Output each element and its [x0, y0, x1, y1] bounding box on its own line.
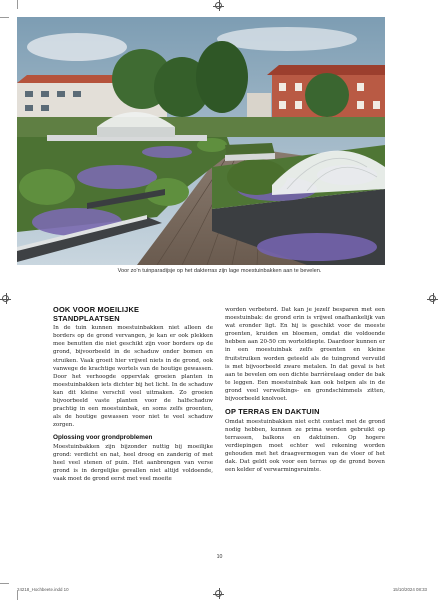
print-slug-date: 15/10/2024 08:33: [392, 587, 427, 592]
photo-illustration: [17, 17, 385, 265]
crop-mark: [0, 17, 9, 18]
body-paragraph: Moestuinbakken zijn bijzonder nuttig bij moeilijke grond: verdicht en nat, heel droog en zanderig of met heel veel stenen of puin. Het aanbrengen van verse grond is in dergelijke gevallen niet altijd voldoende, vaak moet de grond eerst met veel moeite: [53, 443, 213, 482]
text-column-right: [225, 306, 385, 474]
subheading: Oplossing voor grondproblemen: [53, 434, 153, 442]
section-heading: OP TERRAS EN DAKTUIN: [225, 407, 320, 417]
crop-mark: [17, 0, 18, 9]
heading-line: OOK VOOR MOEILIJKE: [53, 305, 140, 314]
photo-caption: Voor zo'n tuinparadijsje op het dakterras zijn lage moestuinbakken aan te bevelen.: [117, 268, 322, 274]
body-paragraph: Omdat moestuinbakken niet echt contact met de grond nodig hebben, kunnen ze prima worden gebruikt op terrassen, balkons en daktuinen. Op hogere verdiepingen moet echter wel rekening worden gehouden met het draagvermogen van de vloer of het dak. Dat geldt ook voor een terras op de grond boven een kelder of verwarmingsruimte.: [225, 418, 385, 474]
registration-mark-icon: [215, 2, 222, 9]
registration-mark-icon: [215, 590, 222, 597]
body-paragraph: worden verbeterd. Dat kan je jezelf besparen met een moestuinbak: de grond erin is vrijwel onafhankelijk van wat eronder ligt. En hij is geschikt voor de meeste groenten, kruiden en bloemen, omdat die voldoende hebben aan 20-50 cm worteldiepte. Daardoor kunnen er in een moestuinbak zelfs groenten en kleine fruitstruiken worden geteeld als de tuingrond vervuild is met bijvoorbeeld zware metalen. In dat geval is het aan te bevelen om een dichte barrièrelaag onder de bak te leggen. Een moestuinbak kan ook helpen als in de grond veel verwelkings- en grondschimmels zitten, bijvoorbeeld knolvoet.: [225, 307, 385, 403]
section-heading: [53, 306, 213, 323]
registration-mark-icon: [2, 295, 9, 302]
body-paragraph: In de tuin kunnen moestuinbakken niet alleen de borders op de grond vervangen, je kan er ook plekken mee benutten die niet geschikt zijn voor borders op de grond, bijvoorbeeld in de schaduw onder bomen en struiken. Vaak groeit hier vrijwel niets in de grond, ook vanwege de krachtige wortels van de houtige gewassen. Door het verhoogde oppervlak groeien planten in moestuinbakken iets dichter bij het licht. In de schaduw kan dit kleine verschil veel uitmaken. Zo groeien bijvoorbeeld vaste planten voor de halfschaduw prachtig in een moestuinbak, en soms zelfs groenten, als de houtige gewassen voor niet te veel schaduw zorgen.: [53, 325, 213, 429]
print-slug-file: 24218_Hochbeete.indd 10: [17, 587, 69, 592]
registration-mark-icon: [429, 295, 436, 302]
crop-mark: [17, 591, 18, 600]
page-number: 10: [216, 554, 223, 560]
heading-line: STANDPLAATSEN: [53, 313, 120, 323]
text-column-left: [53, 306, 213, 483]
crop-mark: [0, 583, 9, 584]
rooftop-garden-photo: [17, 17, 385, 265]
